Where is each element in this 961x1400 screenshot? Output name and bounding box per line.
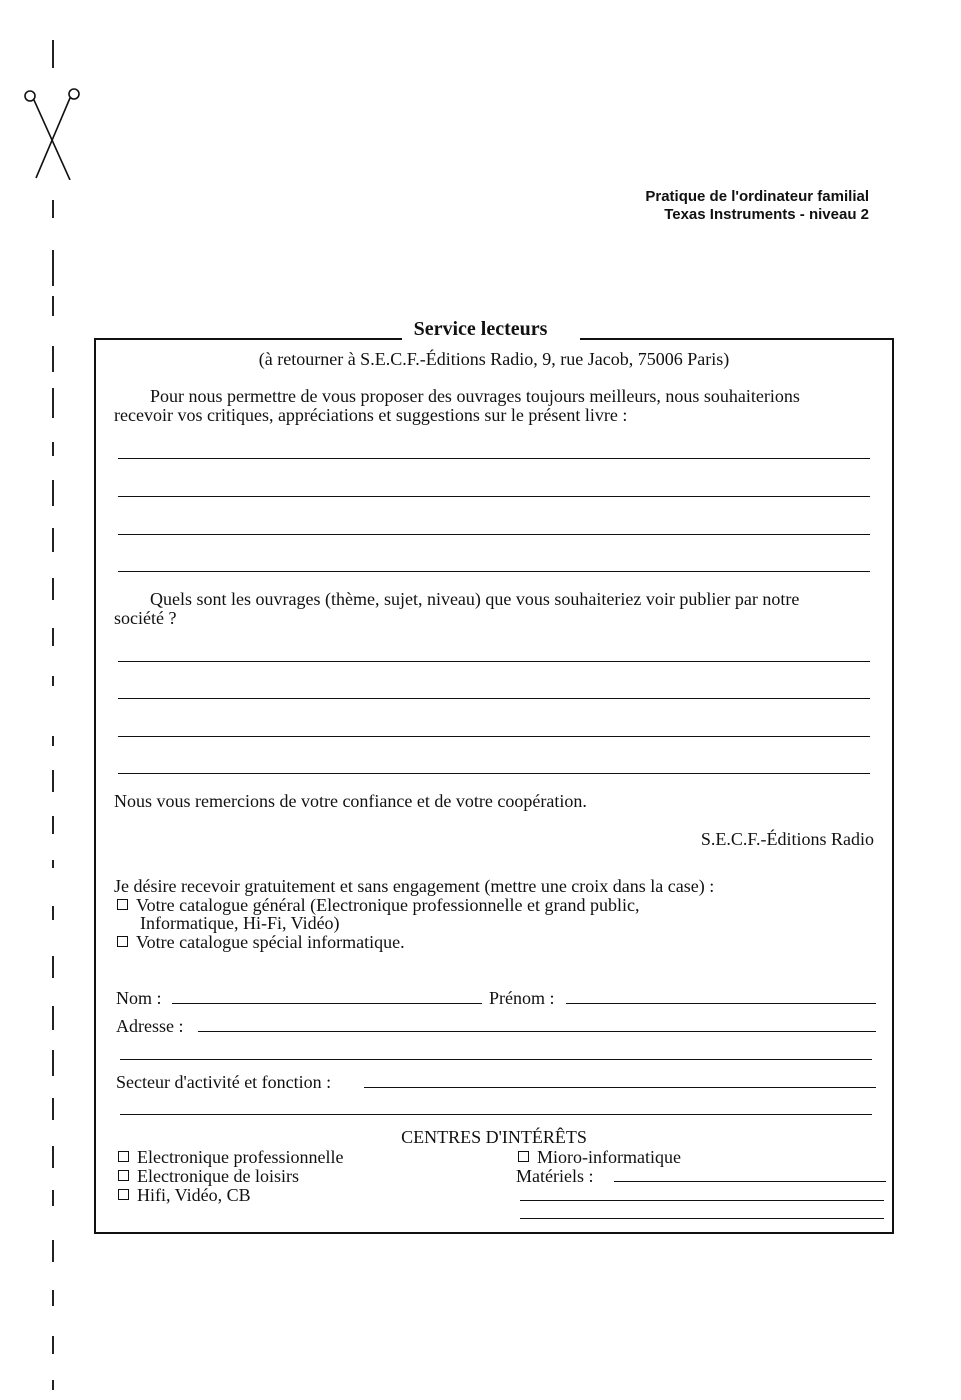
materials-field[interactable] [614, 1181, 886, 1182]
address-label: Adresse : [116, 1016, 184, 1036]
scissors-icon [20, 40, 84, 180]
suggestion-line[interactable] [118, 736, 870, 737]
catalog-general-label-line-2: Informatique, Hi-Fi, Vidéo) [140, 913, 340, 933]
sector-label: Secteur d'activité et fonction : [116, 1072, 332, 1092]
checkbox[interactable] [118, 1189, 129, 1200]
checkbox[interactable] [118, 1170, 129, 1181]
critique-line[interactable] [118, 458, 870, 459]
checkbox[interactable] [118, 1151, 129, 1162]
question-text-line-2: société ? [114, 608, 177, 628]
thanks-text: Nous vous remercions de votre confiance et de votre coopération. [114, 791, 587, 811]
intro-text-line-1: Pour nous permettre de vous proposer des ouvrages toujours meilleurs, nous souhaiterions [150, 386, 800, 406]
interest-label: Hifi, Vidéo, CB [137, 1185, 251, 1205]
interest-label: Electronique de loisirs [137, 1166, 299, 1186]
sector-field[interactable] [364, 1087, 876, 1088]
interest-option-micro[interactable] [518, 1148, 681, 1167]
address-field-line-2[interactable] [120, 1059, 872, 1060]
critique-line[interactable] [118, 534, 870, 535]
checkbox[interactable] [117, 899, 128, 910]
address-field[interactable] [198, 1031, 876, 1032]
header-line-1: Pratique de l'ordinateur familial [645, 188, 869, 205]
interest-micro-label: Mioro-informatique [537, 1147, 681, 1167]
critique-line[interactable] [118, 496, 870, 497]
interest-label: Electronique professionnelle [137, 1147, 344, 1167]
firstname-label: Prénom : [489, 988, 555, 1008]
name-field[interactable] [172, 1003, 482, 1004]
materials-field-line-2[interactable] [520, 1200, 884, 1201]
materials-label: Matériels : [516, 1166, 594, 1186]
interest-option[interactable] [118, 1186, 251, 1205]
interest-option[interactable] [118, 1148, 343, 1167]
question-text-line-1: Quels sont les ouvrages (thème, sujet, niveau) que vous souhaiteriez voir publier par notre [150, 589, 800, 609]
intro-text-line-2: recevoir vos critiques, appréciations et suggestions sur le présent livre : [114, 405, 628, 425]
firstname-field[interactable] [566, 1003, 876, 1004]
sector-field-line-2[interactable] [120, 1114, 872, 1115]
suggestion-line[interactable] [118, 698, 870, 699]
interests-title: CENTRES D'INTÉRÊTS [401, 1127, 587, 1147]
header-line-2: Texas Instruments - niveau 2 [664, 206, 869, 223]
reply-form-frame [94, 340, 894, 1234]
suggestion-line[interactable] [118, 661, 870, 662]
interest-option[interactable] [118, 1167, 299, 1186]
book-header [645, 188, 869, 224]
return-address: (à retourner à S.E.C.F.-Éditions Radio, 9, rue Jacob, 75006 Paris) [258, 349, 730, 369]
catalog-general-label: Votre catalogue général (Electronique professionnelle et grand public, [136, 895, 640, 915]
catalog-special-label: Votre catalogue spécial informatique. [136, 932, 405, 952]
critique-line[interactable] [118, 571, 870, 572]
name-label: Nom : [116, 988, 162, 1008]
catalog-request-text: Je désire recevoir gratuitement et sans engagement (mettre une croix dans la case) : [114, 876, 715, 896]
suggestion-line[interactable] [118, 773, 870, 774]
checkbox[interactable] [518, 1151, 529, 1162]
catalog-special-option[interactable] [117, 933, 405, 952]
checkbox[interactable] [117, 936, 128, 947]
form-title: Service lecteurs [0, 318, 961, 341]
cut-line [52, 40, 54, 1400]
signature: S.E.C.F.-Éditions Radio [700, 829, 874, 849]
materials-field-line-3[interactable] [520, 1218, 884, 1219]
